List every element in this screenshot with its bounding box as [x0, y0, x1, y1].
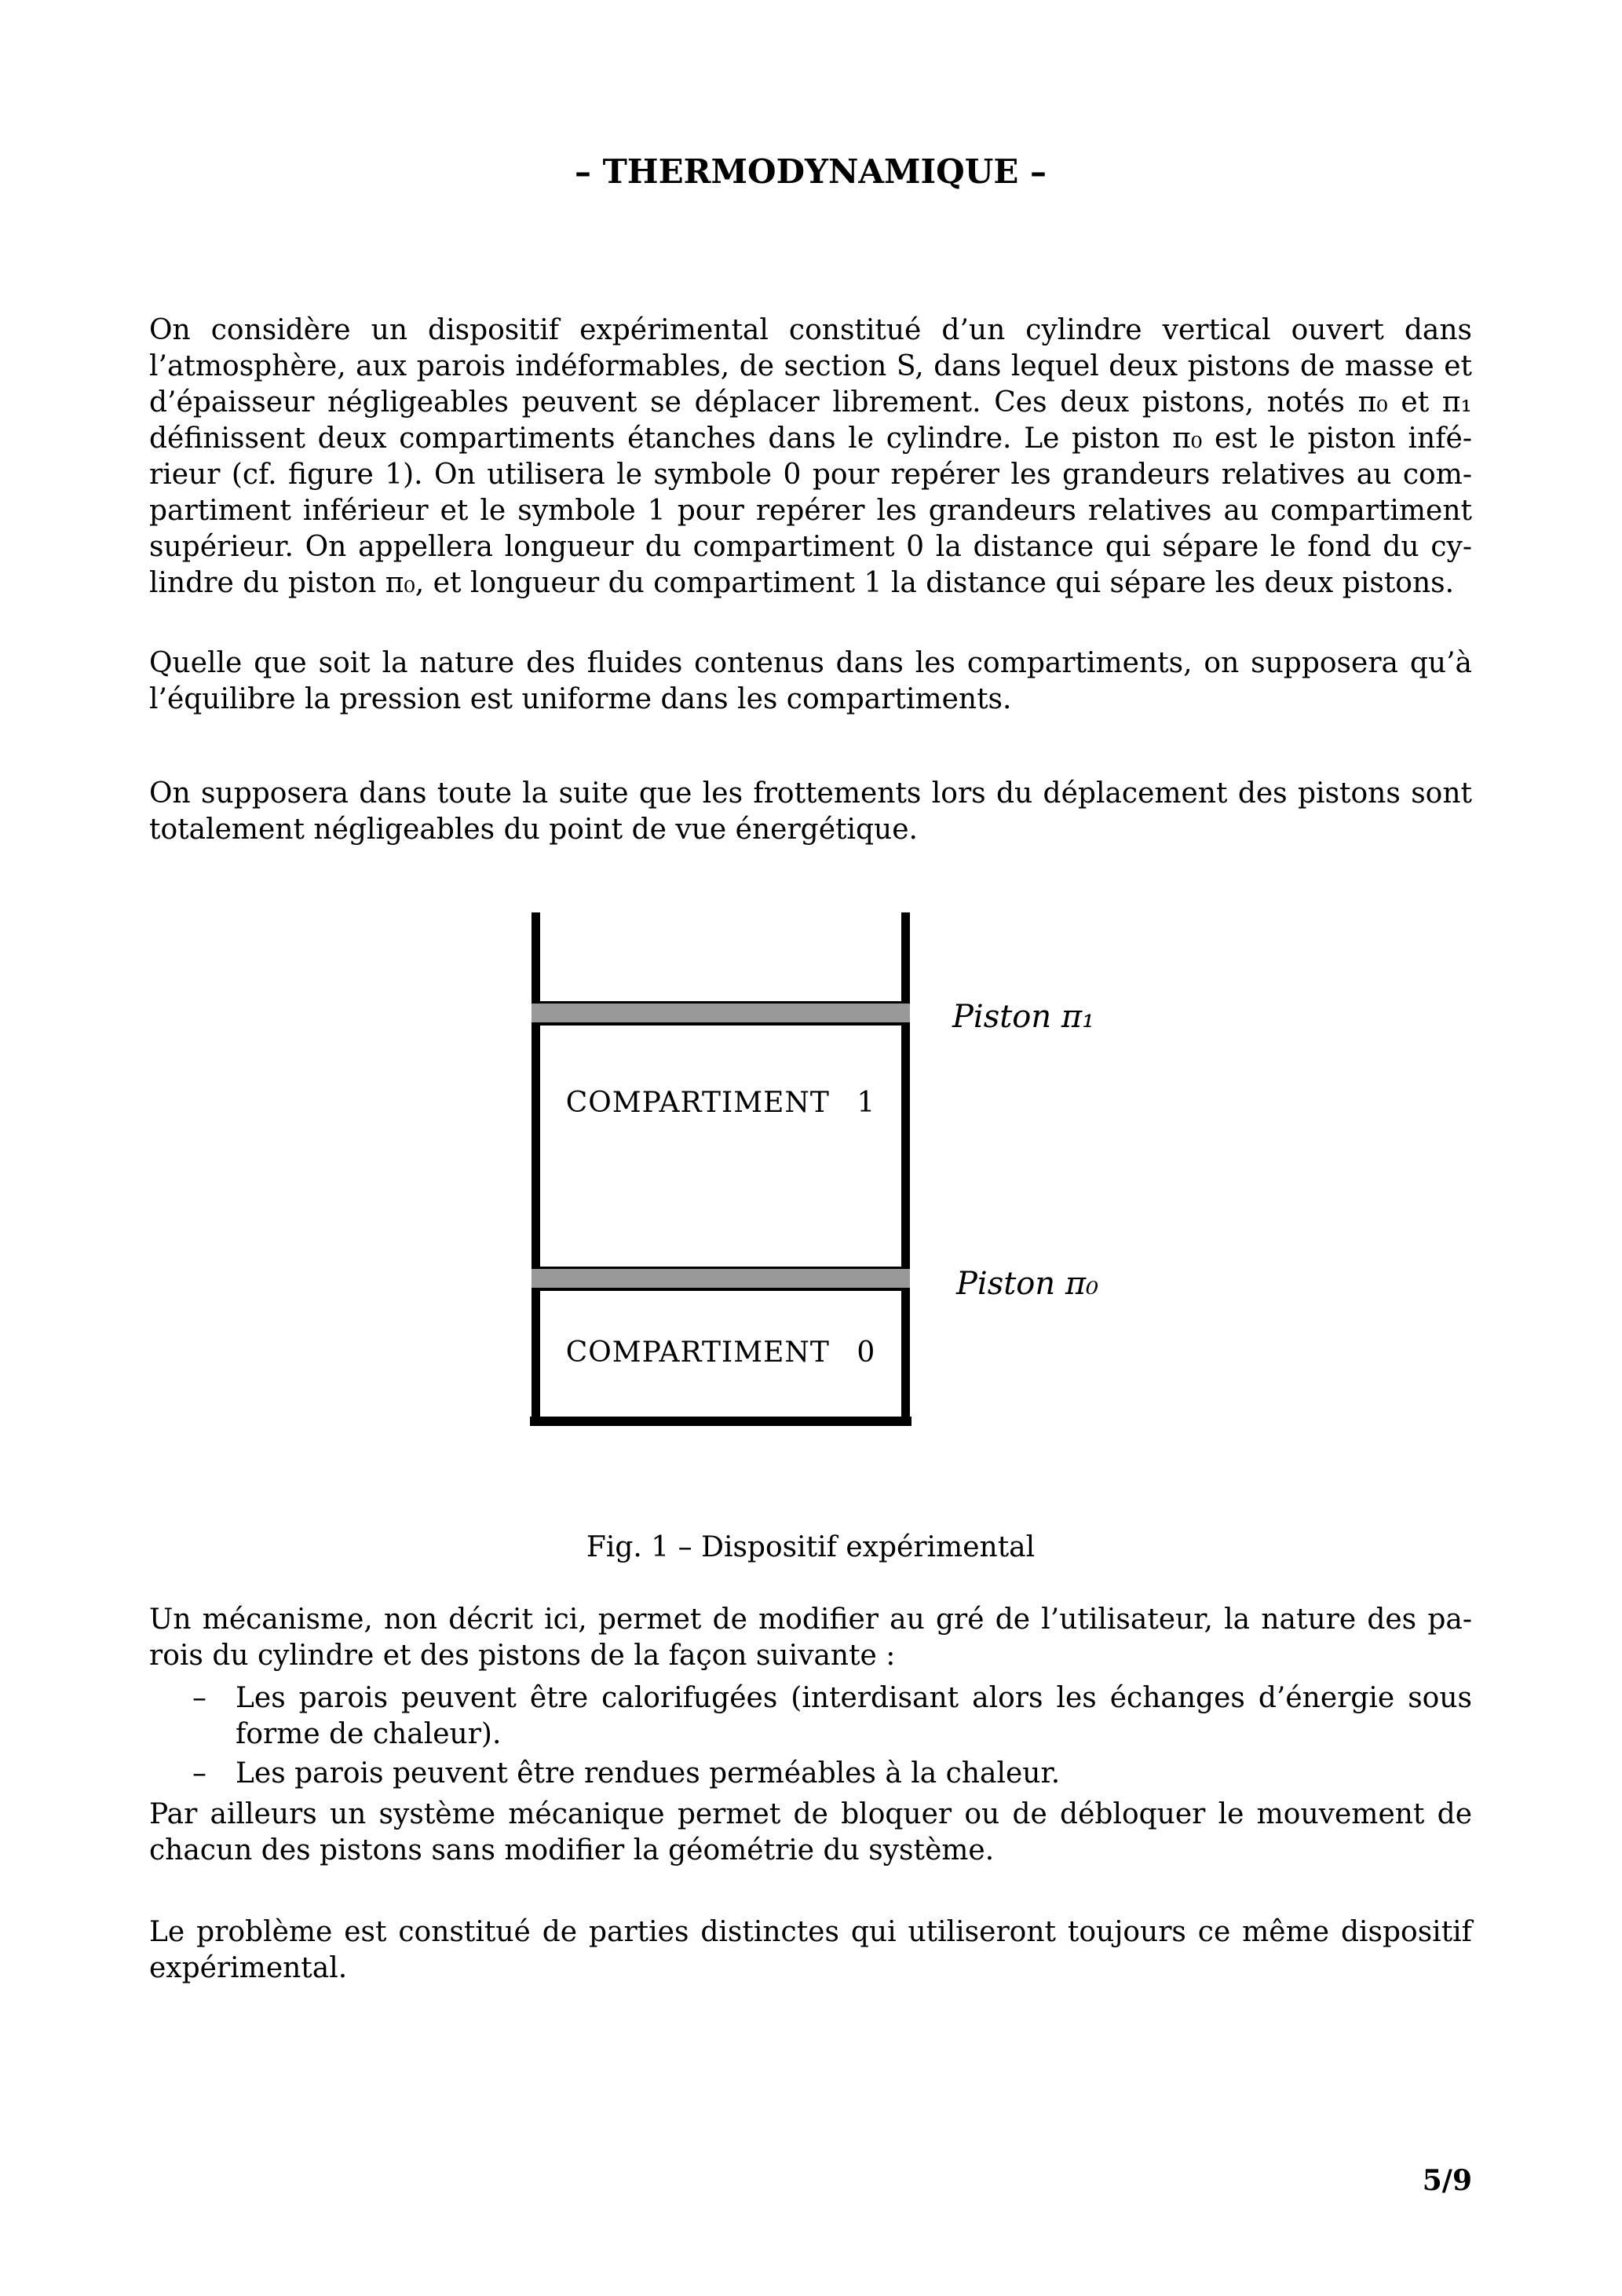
text-line: Les parois peuvent être calorifugées (interdisant alors les échanges d’énergie sous — [236, 1682, 1472, 1714]
text-line: rieur (cf. figure 1). On utilisera le symbole 0 pour repérer les grandeurs relatives au com- — [149, 459, 1472, 491]
page-number: 5/9 — [1422, 2164, 1472, 2197]
text-line: rois du cylindre et des pistons de la façon suivante : — [149, 1640, 896, 1672]
text-line: forme de chaleur). — [236, 1718, 502, 1750]
paragraph-blocage — [149, 1797, 1472, 1869]
piston-pi1-body — [532, 1004, 910, 1022]
list-item-text — [236, 1756, 1472, 1792]
text-line: On considère un dispositif expérimental constitué d’un cylindre vertical ouvert dans — [149, 314, 1472, 346]
page-title: – THERMODYNAMIQUE – — [575, 152, 1047, 191]
text-line: supérieur. On appellera longueur du compartiment 0 la distance qui sépare le fond du cy- — [149, 531, 1472, 563]
list-item-calorifugees — [149, 1680, 1472, 1753]
paragraph-frottements — [149, 776, 1472, 848]
list-item-permeables — [149, 1756, 1472, 1792]
text-line: expérimental. — [149, 1952, 348, 1984]
text-line: d’épaisseur négligeables peuvent se déplacer librement. Ces deux pistons, notés π₀ et π₁ — [149, 386, 1472, 419]
bullet-dash: – — [192, 1757, 206, 1790]
text-line: l’équilibre la pression est uniforme dans les compartiments. — [149, 683, 1012, 715]
text-line: Par ailleurs un système mécanique permet de bloquer ou de débloquer le mouvement de — [149, 1798, 1472, 1830]
text-line: Un mécanisme, non décrit ici, permet de modifier au gré de l’utilisateur, la nature des pa- — [149, 1603, 1472, 1636]
bullet-dash: – — [192, 1682, 206, 1714]
piston-pi1-bar — [532, 1001, 910, 1026]
figure-caption: Fig. 1 – Dispositif expérimental — [586, 1531, 1036, 1563]
text-line: Le problème est constitué de parties distinctes qui utiliseront toujours ce même dispositif — [149, 1916, 1472, 1948]
text-line: Les parois peuvent être rendues perméables à la chaleur. — [236, 1757, 1061, 1790]
piston-pi1-bottom-edge — [540, 1022, 901, 1026]
compartment-1-label: COMPARTIMENT 1 — [565, 1087, 876, 1119]
paragraph-mecanisme — [149, 1602, 1472, 1674]
text-line: On supposera dans toute la suite que les frottements lors du déplacement des pistons sont — [149, 777, 1472, 810]
text-line: partiment inférieur et le symbole 1 pour repérer les grandeurs relatives au compartiment — [149, 495, 1472, 527]
text-line: l’atmosphère, aux parois indéformables, de section S, dans lequel deux pistons de masse et — [149, 350, 1472, 382]
text-line: Quelle que soit la nature des fluides contenus dans les compartiments, on supposera qu’à — [149, 647, 1472, 679]
figure-cylinder-diagram — [532, 912, 910, 1426]
piston-pi0-bottom-edge — [540, 1288, 901, 1291]
compartment-0-label: COMPARTIMENT 0 — [565, 1336, 876, 1369]
piston-pi0-bar — [532, 1267, 910, 1291]
paragraph-probleme — [149, 1914, 1472, 1987]
paragraph-intro — [149, 313, 1472, 601]
text-line: lindre du piston π₀, et longueur du compartiment 1 la distance qui sépare les deux pistons. — [149, 567, 1455, 599]
paragraph-pression — [149, 645, 1472, 718]
piston-pi0-caption: Piston π₀ — [956, 1266, 1099, 1302]
text-line: définissent deux compartiments étanches dans le cylindre. Le piston π₀ est le piston infé- — [149, 422, 1472, 455]
piston-pi0-body — [532, 1269, 910, 1288]
cylinder-bottom — [530, 1417, 911, 1426]
piston-pi1-caption: Piston π₁ — [952, 999, 1095, 1035]
text-line: totalement négligeables du point de vue énergétique. — [149, 813, 918, 846]
text-line: chacun des pistons sans modifier la géométrie du système. — [149, 1834, 995, 1866]
list-item-text — [236, 1680, 1472, 1753]
